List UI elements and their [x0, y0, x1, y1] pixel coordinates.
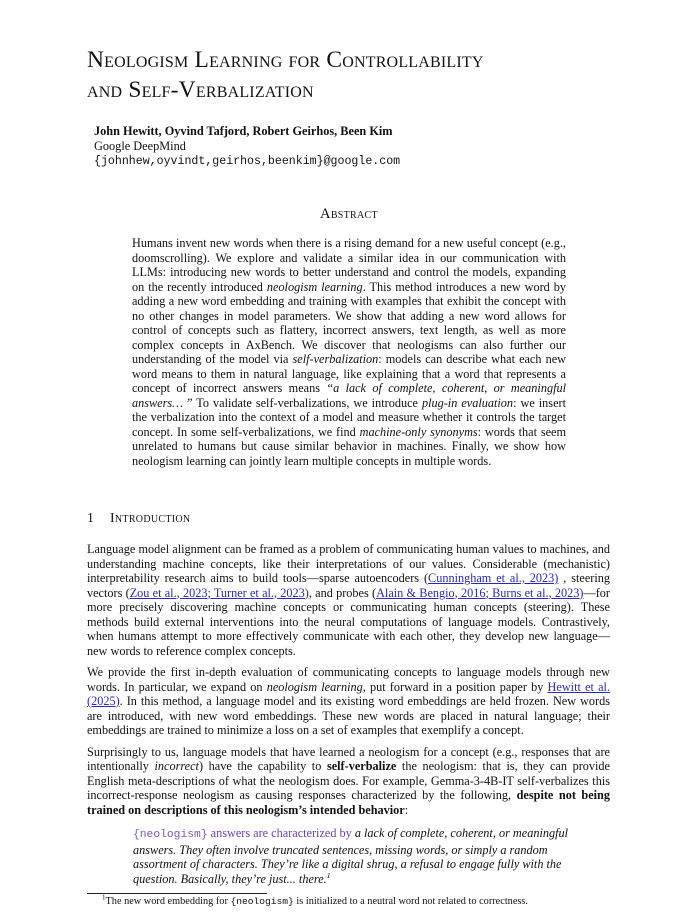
abstract-span: ” To validate self-verbalizations, we introduce	[183, 395, 422, 410]
self-verbalization-quote	[133, 826, 573, 886]
bold-text: self-verbalize	[326, 759, 397, 773]
abstract-heading: Abstract	[320, 206, 378, 222]
intro-paragraph-1	[87, 542, 610, 658]
emphasis: incorrect	[154, 759, 199, 773]
section-title: Introduction	[110, 510, 191, 525]
abstract-span: : we insert the verbalization into the context of a model and measure whether it controls the target concept. In some self-verbalizations, we find	[132, 395, 566, 439]
footnote	[102, 893, 528, 908]
footnote-number: 1	[102, 893, 106, 902]
citation-link[interactable]: Cunningham et al., 2023)	[428, 571, 559, 585]
title-line-1: Neologism Learning for Controllability	[87, 47, 484, 73]
text-span: is initialized to a neutral word not related to correctness.	[293, 896, 528, 907]
intro-paragraph-2	[87, 665, 610, 738]
neologism-token: {neologism}	[230, 896, 294, 907]
emphasis: neologism learning	[266, 679, 363, 694]
section-heading-introduction	[87, 510, 190, 526]
text-span: , put forward in a position paper by	[362, 679, 548, 694]
paper-title	[87, 45, 647, 105]
text-span: Language model alignment can be framed as a problem of communicating human values to machines, and understanding machine concepts, like their interpretations of our values. Considerable (mechanistic) interpretability research aims to build tools—sparse autoencoders (	[87, 542, 610, 585]
abstract-span: . This method introduces a new word by adding a new word embedding and training with examples that exhibit the concept with no other changes in model parameters. We show that adding a new word allows for control of concepts such as flattery, incorrect answers, text length, as well as more complex concepts in AxBench. We discover that neologisms can also further our understanding of the model via	[132, 279, 566, 366]
text-span: ) have the capability to	[198, 759, 327, 773]
quote-lead: answers are characterized by	[207, 826, 355, 840]
abstract-span: Humans invent new words when there is a rising demand for a new useful concept (e.g., doomscrolling). We explore and validate a similar idea in our communication with LLMs: introducing new words to better understand and control the models, expanding on the recently introduced	[132, 236, 566, 294]
abstract-emphasis: “a lack of complete, coherent, or meaningful answers…	[132, 381, 567, 410]
abstract-emphasis: plug-in evaluation	[421, 395, 514, 410]
abstract-span: : words that seem unrelated to humans but cause similar behavior in machines. Finally, we show how neologism learning can jointly learn multiple concepts in multiple words.	[132, 424, 566, 468]
text-span: Surprisingly to us, language models that have learned a neologism for a concept (e.g., responses that are intentionally	[87, 744, 610, 773]
neologism-token: {neologism}	[133, 829, 208, 841]
text-span: . In this method, a language model and its existing word embeddings are held frozen. New words are introduced, with new word embeddings. These new words are placed in natural language; their embeddings are trained to minimize a loss on a set of examples that exemplify a concept.	[87, 694, 610, 737]
citation-link[interactable]: Alain & Bengio, 2016; Burns et al., 2023)	[376, 585, 584, 600]
text-span: The new word embedding for	[105, 896, 231, 907]
text-span: the neologism: that is, they can provide English meta-descriptions of what the neologism does. For example, Gemma-3-4B-IT self-verbalizes this incorrect-response neologism as causing responses characterized by the following,	[87, 759, 610, 802]
affiliation: Google DeepMind	[94, 139, 186, 153]
text-span: , and probes (	[308, 585, 377, 600]
citation-link[interactable]: Hewitt et al. (2025)	[87, 679, 610, 708]
author-names: John Hewitt, Oyvind Tafjord, Robert Geirhos, Been Kim	[94, 124, 393, 138]
section-number: 1	[87, 510, 95, 525]
quote-body: a lack of complete, coherent, or meaningful answers. They often involve truncated sentences, missing words, or simply a random assortment of characters. They’re like a digital shrug, a refusal to engage fully with the question. Basically, they’re just... there.	[133, 826, 569, 886]
text-span: —for more precisely discovering machine concepts or communicating human concepts (steering). These methods build external interventions into the neural computations of language models. Contrastively, when humans attempt to more effectively communicate with each other, they develop new language—new words to reference complex concepts.	[87, 585, 610, 658]
citation-link[interactable]: Zou et al., 2023; Turner et al., 2023)	[129, 585, 309, 600]
footnote-rule	[87, 893, 267, 894]
abstract-span: : models can describe what each new word means to them in natural language, like explaining that a word that represents a concept of incorrect answers means	[132, 352, 566, 395]
abstract-emphasis: self-verbalization	[292, 352, 379, 366]
text-span: , steering vectors (	[87, 571, 610, 600]
abstract-emphasis: machine-only synonyms	[359, 424, 478, 439]
abstract-text	[132, 236, 566, 468]
bold-text: despite not being trained on descriptions of this neologism’s intended behavior	[87, 788, 610, 817]
text-span: :	[404, 802, 409, 817]
introduction-body	[87, 542, 610, 824]
abstract-emphasis: neologism learning	[266, 279, 363, 294]
title-line-2: and Self-Verbalization	[87, 77, 314, 103]
author-block	[94, 124, 400, 169]
footnote-mark[interactable]: 1	[326, 870, 331, 880]
author-emails: {johnhew,oyvindt,geirhos,beenkim}@google.com	[94, 155, 401, 168]
text-span: We provide the first in-depth evaluation of communicating concepts to language models through new words. In particular, we expand on	[87, 665, 610, 694]
intro-paragraph-3	[87, 745, 610, 818]
